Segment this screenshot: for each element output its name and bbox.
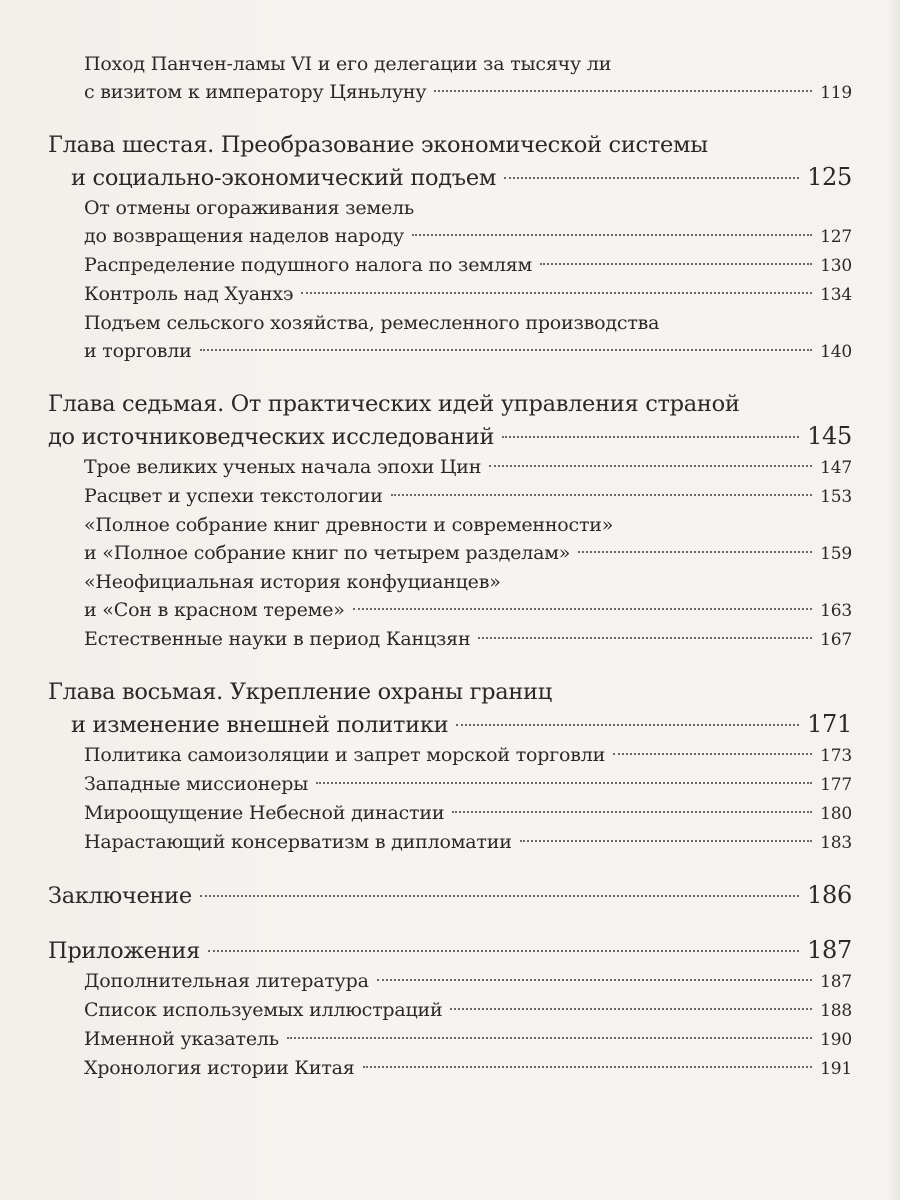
toc-section [48,309,852,366]
section-title: Трое великих ученых начала эпохи Цин [84,456,482,478]
section-title: Нарастающий консерватизм в дипломатии [84,831,512,853]
toc-conclusion [48,879,852,912]
dot-leader [316,782,812,784]
chapter-page-number: 145 [807,422,852,450]
section-title: Мироощущение Небесной династии [84,802,445,824]
section-title: Западные миссионеры [84,773,309,795]
page-number: 140 [820,342,852,362]
dot-leader [452,811,812,813]
section-title-line1: «Полное собрание книг древности и современности» [84,514,614,536]
toc-section [48,482,852,511]
dot-leader [478,637,812,639]
page-number: 187 [820,972,852,992]
toc-section [48,1025,852,1054]
dot-leader [287,1037,812,1039]
toc-section [48,511,852,568]
chapter-page-number: 125 [807,163,852,191]
page-number: 167 [820,630,852,650]
dot-leader [520,840,812,842]
toc-section [48,741,852,770]
dot-leader [301,292,812,294]
section-title-line2: и «Полное собрание книг по четырем разделам» [84,542,571,564]
appendices-title: Приложения [48,938,201,964]
dot-leader [200,349,813,351]
chapter-title-line2: и изменение внешней политики [71,712,449,738]
toc-entry-panchen-lama [48,50,852,107]
page-number: 173 [820,746,852,766]
page-number: 127 [820,227,852,247]
toc-section [48,799,852,828]
page-number: 119 [820,83,852,103]
toc-section [48,770,852,799]
toc-chapter-6 [48,129,852,194]
section-title: Политика самоизоляции и запрет морской торговли [84,744,606,766]
section-title: Контроль над Хуанхэ [84,283,294,305]
toc-entry-line1: Поход Панчен-ламы VI и его делегации за тысячу ли [84,53,612,75]
toc-section [48,967,852,996]
dot-leader [391,494,812,496]
dot-leader [578,551,812,553]
chapter-title-line1: Глава шестая. Преобразование экономической системы [48,132,708,158]
section-title: Естественные науки в период Канцзян [84,628,471,650]
toc-section [48,996,852,1025]
toc-section [48,194,852,251]
dot-leader [363,1066,813,1068]
chapter-title-line2: и социально-экономический подъем [71,165,497,191]
page-number: 159 [820,544,852,564]
page-number: 188 [820,1001,852,1021]
section-title-line1: «Неофициальная история конфуцианцев» [84,571,501,593]
page-number: 130 [820,256,852,276]
toc-section [48,828,852,857]
page-number: 190 [820,1030,852,1050]
toc-section [48,280,852,309]
table-of-contents [48,50,852,1083]
dot-leader [377,979,812,981]
conclusion-title: Заключение [48,883,192,909]
toc-section [48,625,852,654]
section-title-line2: до возвращения наделов народу [84,225,404,247]
toc-entry-line2: с визитом к императору Цяньлуну [84,81,427,103]
toc-section [48,1054,852,1083]
chapter-title-line1: Глава седьмая. От практических идей управления страной [48,391,740,417]
section-title: Именной указатель [84,1028,279,1050]
toc-section [48,453,852,482]
section-title-line2: и торговли [84,340,192,362]
section-title-line1: Подъем сельского хозяйства, ремесленного производства [84,312,660,334]
dot-leader [456,724,799,726]
section-title: Список используемых иллюстраций [84,999,443,1021]
dot-leader [489,465,812,467]
dot-leader [450,1008,812,1010]
toc-chapter-7 [48,388,852,453]
chapter-page-number: 171 [807,710,852,738]
dot-leader [540,263,812,265]
section-title: Хронология истории Китая [84,1057,355,1079]
page-number: 134 [820,285,852,305]
dot-leader [412,234,812,236]
section-title: Расцвет и успехи текстологии [84,485,383,507]
section-title: Дополнительная литература [84,970,369,992]
dot-leader [200,895,799,897]
chapter-page-number: 186 [807,881,852,909]
dot-leader [613,753,812,755]
dot-leader [208,950,799,952]
page-number: 191 [820,1059,852,1079]
page-number: 153 [820,487,852,507]
toc-section [48,568,852,625]
chapter-title-line2: до источниковедческих исследований [48,424,495,450]
chapter-page-number: 187 [807,936,852,964]
chapter-title-line1: Глава восьмая. Укрепление охраны границ [48,679,552,705]
toc-appendices [48,934,852,967]
page-number: 147 [820,458,852,478]
section-title-line1: От отмены огораживания земель [84,197,415,219]
dot-leader [504,177,799,179]
section-title-line2: и «Сон в красном тереме» [84,599,345,621]
toc-chapter-8 [48,676,852,741]
toc-section [48,251,852,280]
page-edge-shadow [886,0,900,1200]
section-title: Распределение подушного налога по землям [84,254,533,276]
dot-leader [353,608,812,610]
dot-leader [434,90,812,92]
dot-leader [502,436,799,438]
page-number: 177 [820,775,852,795]
page-number: 180 [820,804,852,824]
page-number: 183 [820,833,852,853]
page-number: 163 [820,601,852,621]
